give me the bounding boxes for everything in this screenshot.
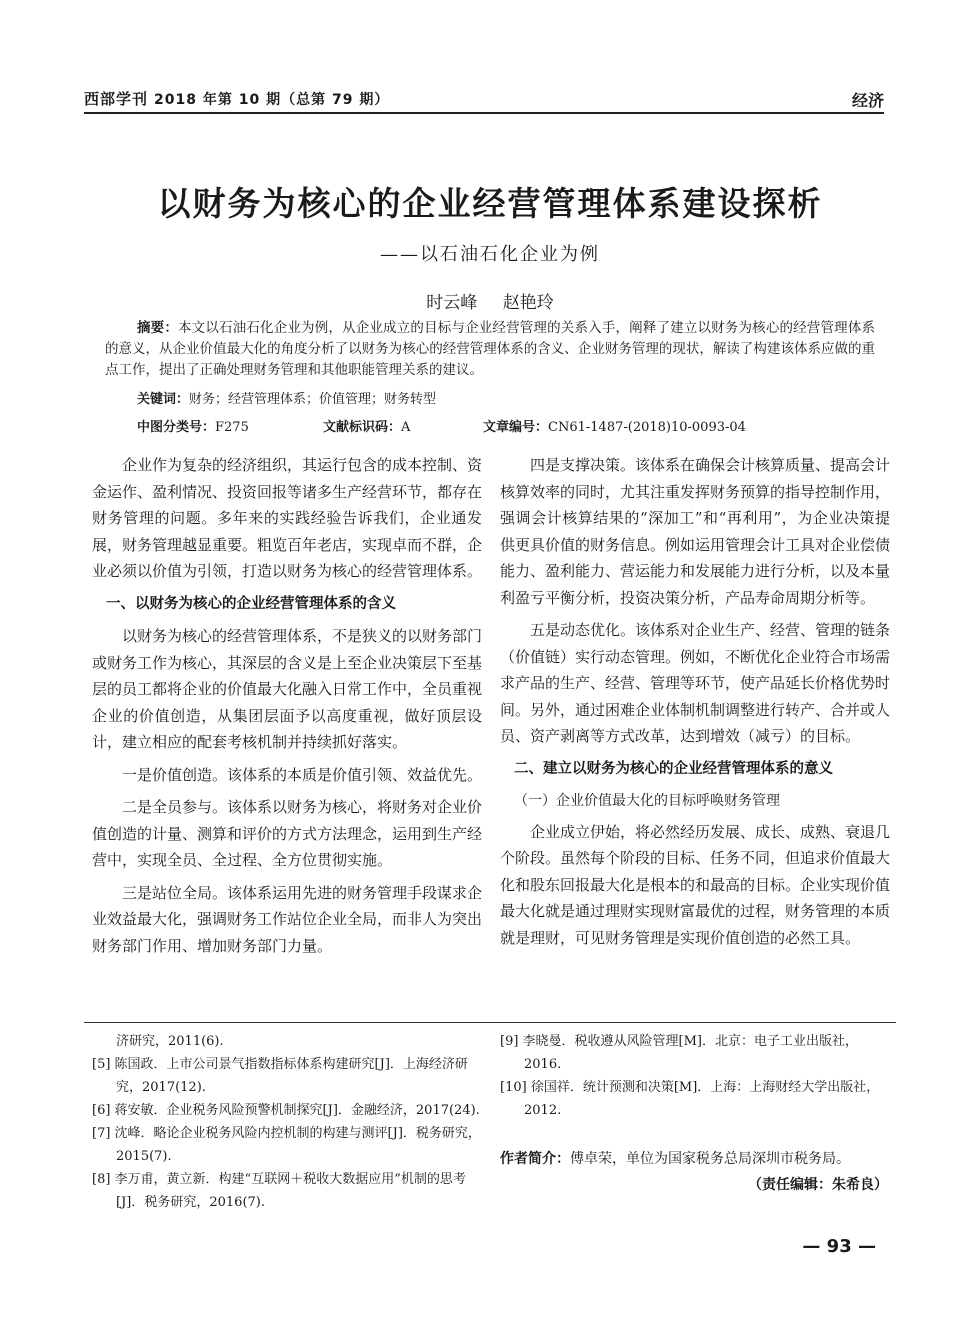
- reference-item: [10] 徐国祥．统计预测和决策[M]．上海：上海财经大学出版社，2012.: [500, 1080, 880, 1118]
- article-authors: 时云峰 赵艳玲: [426, 293, 554, 313]
- article-number: 文章编号：CN61-1487-(2018)10-0093-04: [483, 420, 746, 435]
- journal-name: 西部学刊 2018 年第 10 期（总第 79 期）: [84, 90, 390, 108]
- author-bio-text: 傅卓荣，单位为国家税务总局深圳市税务局。: [570, 1151, 850, 1167]
- paragraph: 一是价值创造。该体系的本质是价值引领、效益优先。: [122, 765, 483, 784]
- paragraph: 以财务为核心的经营管理体系，不是狭义的以财务部门或财务工作为核心，其深层的含义是上至企业决策层下至基层的员工都将企业的价值最大化融入日常工作中，全员重视企业的价值创造，从集团层面予以高度重视，做好顶层设计，建立相应的配套考核机制并持续抓好落实。: [92, 627, 483, 751]
- running-header: [84, 84, 884, 114]
- section-name: 经济: [851, 91, 884, 110]
- keywords: 关键词：财务；经营管理体系；价值管理；财务转型: [137, 392, 437, 407]
- author-bio-label: 作者简介：: [500, 1151, 570, 1167]
- issue-info: 2018 年第 10 期（总第 79 期）: [154, 92, 390, 108]
- references-right: [500, 1030, 895, 1122]
- paragraph: 二是全员参与。该体系以财务为核心，将财务对企业价值创造的计量、测算和评价的方式方法理念，运用到生产经营中，实现全员、全过程、全方位贯彻实施。: [92, 798, 483, 869]
- paragraph: 四是支撑决策。该体系在确保会计核算质量、提高会计核算效率的同时，尤其注重发挥财务预算的指导控制作用，强调会计核算结果的“深加工”和“再利用”，为企业决策提供更具价值的财务信息。例如运用管理会计工具对企业偿债能力、盈利能力、营运能力和发展能力进行分析，以及本量利盈亏平衡分析，投资决策分析，产品寿命周期分析等。: [500, 456, 891, 607]
- subsection-heading: （一）企业价值最大化的目标呼唤财务管理: [514, 793, 780, 809]
- author-bio: [500, 1148, 895, 1168]
- references-left: [92, 1030, 487, 1214]
- clc-number: 中图分类号：F275: [137, 420, 249, 435]
- abstract: [105, 318, 875, 381]
- reference-item: [8] 李万甫，黄立新．构建“互联网＋税收大数据应用”机制的思考[J]．税务研究，2016(7).: [92, 1172, 466, 1210]
- abstract-text: 本文以石油石化企业为例，从企业成立的目标与企业经营管理的关系入手，阐释了建立以财务为核心的经营管理体系的意义，从企业价值最大化的角度分析了以财务为核心的经营管理体系的含义、企业财务管理的现状，解读了构建该体系应做的重点工作，提出了正确处理财务管理和其他职能管理关系的建议。: [105, 320, 876, 378]
- body-right-column: [500, 452, 890, 957]
- doc-code: 文献标识码：A: [323, 420, 411, 435]
- section-heading-1: 一、以财务为核心的企业经营管理体系的含义: [106, 595, 396, 612]
- reference-item: [7] 沈峰．略论企业税务风险内控机制的构建与测评[J]．税务研究，2015(7).: [92, 1126, 481, 1164]
- reference-item: 济研究，2011(6).: [116, 1034, 224, 1049]
- body-left-column: [92, 452, 482, 965]
- paragraph: 企业作为复杂的经济组织，其运行包含的成本控制、资金运作、盈利情况、投资回报等诸多生产经营环节，都存在财务管理的问题。多年来的实践经验告诉我们，企业通发展，财务管理越显重要。粗览百年老店，实现卓而不群，企业必须以价值为引领，打造以财务为核心的经营管理体系。: [92, 456, 483, 580]
- reference-item: [5] 陈国政．上市公司景气指数指标体系构建研究[J]．上海经济研究，2017(12).: [92, 1057, 468, 1095]
- abstract-block: [105, 318, 875, 381]
- section-heading-2: 二、建立以财务为核心的企业经营管理体系的意义: [514, 760, 833, 777]
- article-title: 以财务为核心的企业经营管理体系建设探析: [157, 184, 823, 223]
- paragraph: 五是动态优化。该体系对企业生产、经营、管理的链条（价值链）实行动态管理。例如，不断优化企业符合市场需求产品的生产、经营、管理等环节，使产品延长价格优势时间。另外，通过困难企业体制机制调整进行转产、合并或人员、资产剥离等方式改革，达到增效（减亏）的目标。: [500, 621, 891, 745]
- article-subtitle: ——以石油石化企业为例: [380, 244, 600, 265]
- paragraph: 企业成立伊始，将必然经历发展、成长、成熟、衰退几个阶段。虽然每个阶段的目标、任务不同，但追求价值最大化和股东回报最大化是根本的和最高的目标。企业实现价值最大化就是通过理财实现财富最优的过程，财务管理的本质就是理财，可见财务管理是实现价值创造的必然工具。: [500, 822, 891, 947]
- page-number: — 93 —: [802, 1236, 876, 1257]
- responsible-editor: （责任编辑：朱希良）: [748, 1177, 888, 1193]
- reference-item: [9] 李晓曼．税收遵从风险管理[M]．北京：电子工业出版社，2016.: [500, 1034, 859, 1072]
- abstract-label: 摘要：: [137, 320, 179, 336]
- references-divider: [84, 1022, 896, 1023]
- paragraph: 三是站位全局。该体系运用先进的财务管理手段谋求企业效益最大化，强调财务工作站位企业全局，而非人为突出财务部门作用、增加财务部门力量。: [92, 883, 483, 955]
- reference-item: [6] 蒋安敏．企业税务风险预警机制探究[J]．金融经济，2017(24).: [92, 1103, 480, 1118]
